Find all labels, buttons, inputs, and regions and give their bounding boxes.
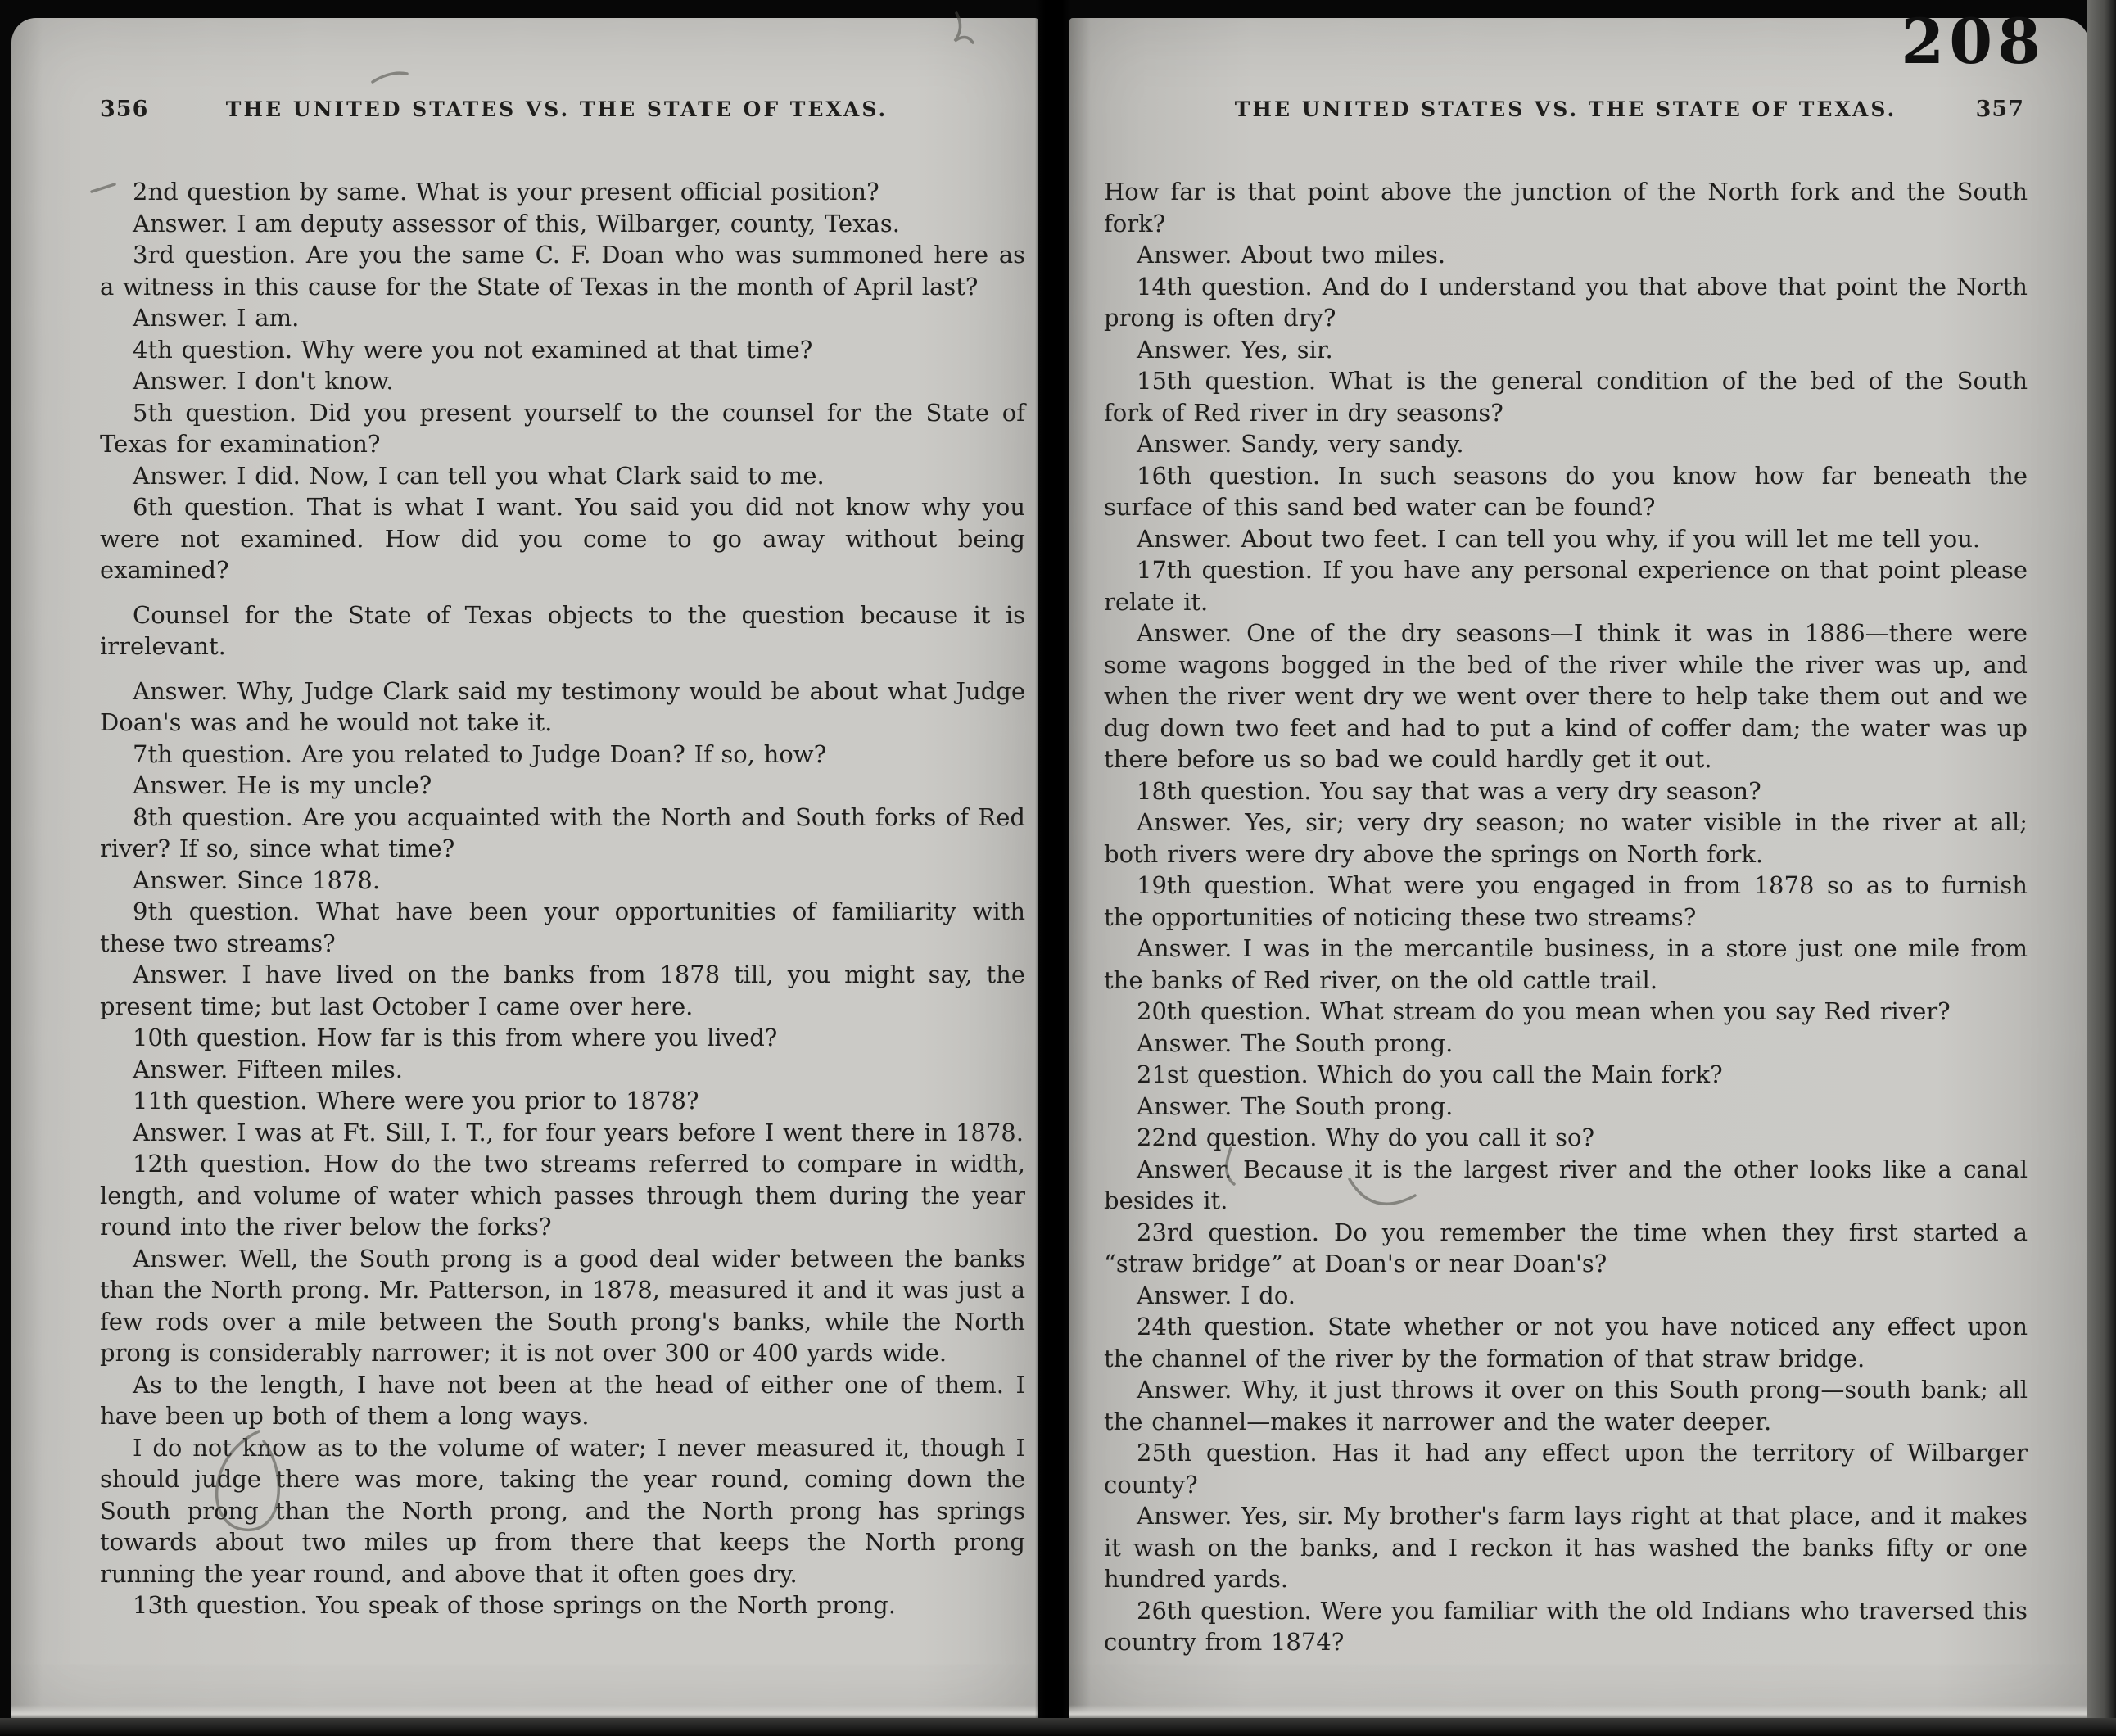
paragraph: Answer. Yes, sir. My brother's farm lays right at that place, and it makes it wash on the banks, and I reckon it has washed the banks fifty or one hundred yards. (1104, 1502, 2028, 1593)
paragraph: 15th question. What is the general condition of the bed of the South fork of Red river in dry seasons? (1104, 367, 2028, 427)
paragraph: 6th question. That is what I want. You said you did not know why you were not examined. How did you come to go away without being examined? (100, 493, 1025, 584)
handwritten-page-number: 208 (1901, 5, 2046, 78)
paragraph: Answer. Sandy, very sandy. (1137, 430, 1464, 458)
paragraph: Answer. I did. Now, I can tell you what Clark said to me. (133, 461, 825, 490)
paragraph: Answer. I was in the mercantile business, in a store just one mile from the banks of Red river, on the old cattle trail. (1104, 934, 2028, 994)
paragraph: 8th question. Are you acquainted with the North and South forks of Red river? If so, since what time? (100, 802, 1025, 862)
paragraph: I do not know as to the volume of water; I never measured it, though I should judge there was more, taking the year round, coming down the South prong than the North prong, and the North prong has springs towards about two miles up from there that keeps the North prong running the year round, and above that it often goes dry. (100, 1433, 1025, 1588)
right-page-text (1069, 176, 2090, 1658)
paragraph: Answer. About two miles. (1137, 241, 1446, 269)
paragraph: 26th question. Were you familiar with the old Indians who traversed this country from 1874? (1104, 1596, 2028, 1656)
right-page-number: 357 (1975, 97, 2024, 122)
paragraph: 11th question. Where were you prior to 1878? (133, 1087, 699, 1114)
left-page-number: 356 (100, 97, 149, 122)
right-page (1069, 18, 2090, 1718)
paragraph: 7th question. Are you related to Judge Doan? If so, how? (133, 739, 827, 768)
paragraph: Answer. Why, Judge Clark said my testimony would be about what Judge Doan's was and he would not take it. (100, 676, 1025, 736)
paragraph: 2nd question by same. What is your present official position? (133, 178, 879, 206)
paragraph: Answer. One of the dry seasons—I think it was in 1886—there were some wagons bogged in the bed of the river while the river was up, and when the river went dry we went over there to help take them out and we dug down two feet and had to put a kind of coffer dam; the water was up there before us so bad we could hardly get it out. (1104, 619, 2028, 773)
right-page-bottom-edge (1069, 1705, 2090, 1718)
paragraph: Answer. I was at Ft. Sill, I. T., for four years before I went there in 1878. (133, 1118, 1024, 1146)
paragraph: 18th question. You say that was a very dry season? (1137, 776, 1761, 805)
left-page (11, 18, 1038, 1718)
paragraph: Answer. Yes, sir; very dry season; no water visible in the river at all; both rivers were dry above the springs on North fork. (1104, 808, 2028, 868)
paragraph: 22nd question. Why do you call it so? (1137, 1123, 1595, 1151)
paragraph: Answer. The South prong. (1137, 1092, 1454, 1120)
paragraph: Answer. Well, the South prong is a good deal wider between the banks than the North prong. Mr. Patterson, in 1878, measured it and it was just a few rods over a mile between the South prong's banks, while the North prong is considerably narrower; it is not over 300 or 400 yards wide. (100, 1244, 1025, 1367)
paragraph: 10th question. How far is this from where you lived? (133, 1024, 778, 1051)
paragraph: Answer. Fifteen miles. (133, 1055, 403, 1083)
paragraph: 9th question. What have been your opportunities of familiarity with these two streams? (100, 897, 1025, 957)
left-page-text (11, 176, 1038, 1621)
paragraph: Answer. About two feet. I can tell you why, if you will let me tell you. (1137, 524, 1981, 553)
paragraph: 25th question. Has it had any effect upon the territory of Wilbarger county? (1104, 1439, 2028, 1499)
paragraph: 14th question. And do I understand you that above that point the North prong is often dry? (1104, 272, 2028, 332)
paragraph: Counsel for the State of Texas objects to the question because it is irrelevant. (100, 600, 1025, 660)
paragraph: 16th question. In such seasons do you know how far beneath the surface of this sand bed water can be found? (1104, 461, 2028, 521)
book-gutter (1035, 0, 1071, 1736)
bottom-shadow (0, 1718, 2116, 1736)
paragraph: 19th question. What were you engaged in from 1878 so as to furnish the opportunities of noticing these two streams? (1104, 871, 2028, 931)
paragraph: Answer. Since 1878. (133, 866, 381, 894)
right-running-title: THE UNITED STATES VS. THE STATE OF TEXAS. (1234, 97, 1897, 121)
paragraph: 13th question. You speak of those springs on the North prong. (133, 1591, 896, 1619)
paragraph: Answer. The South prong. (1137, 1028, 1454, 1057)
paragraph: Answer. Because it is the largest river and the other looks like a canal besides it. (1104, 1155, 2028, 1214)
paragraph: Answer. I do. (1137, 1281, 1296, 1309)
paragraph: Answer. I have lived on the banks from 1878 till, you might say, the present time; but last October I came over here. (100, 961, 1025, 1020)
paragraph: 3rd question. Are you the same C. F. Doan who was summoned here as a witness in this cause for the State of Texas in the month of April last? (100, 241, 1025, 301)
paragraph: 21st question. Which do you call the Main fork? (1137, 1060, 1723, 1088)
paragraph: How far is that point above the junction of the North fork and the South fork? (1104, 178, 2028, 237)
paragraph: Answer. I don't know. (133, 367, 394, 395)
paragraph: 23rd question. Do you remember the time when they first started a “straw bridge” at Doan's or near Doan's? (1104, 1218, 2028, 1277)
paragraph: 12th question. How do the two streams referred to compare in width, length, and volume of water which passes through them during the year round into the river below the forks? (100, 1150, 1025, 1241)
paragraph: Answer. I am. (133, 304, 300, 332)
paragraph: 24th question. State whether or not you have noticed any effect upon the channel of the river by the formation of that straw bridge. (1104, 1313, 2028, 1372)
paragraph: 17th question. If you have any personal experience on that point please relate it. (1104, 556, 2028, 616)
paragraph: Answer. I am deputy assessor of this, Wilbarger, county, Texas. (133, 209, 900, 237)
paragraph: 5th question. Did you present yourself to the counsel for the State of Texas for examination? (100, 398, 1025, 458)
paragraph: Answer. He is my uncle? (133, 771, 432, 799)
left-running-head (11, 18, 1038, 122)
paragraph: Answer. Why, it just throws it over on this South prong—south bank; all the channel—makes it narrower and the water deeper. (1104, 1376, 2028, 1435)
paragraph: As to the length, I have not been at the head of either one of them. I have been up both of them a long ways. (100, 1370, 1025, 1430)
page-stack-edge (2087, 0, 2116, 1736)
paragraph: Answer. Yes, sir. (1137, 335, 1333, 364)
left-page-bottom-edge (11, 1705, 1038, 1718)
paragraph: 20th question. What stream do you mean when you say Red river? (1137, 997, 1951, 1025)
paragraph: 4th question. Why were you not examined at that time? (133, 335, 813, 364)
left-running-title: THE UNITED STATES VS. THE STATE OF TEXAS. (225, 97, 888, 121)
